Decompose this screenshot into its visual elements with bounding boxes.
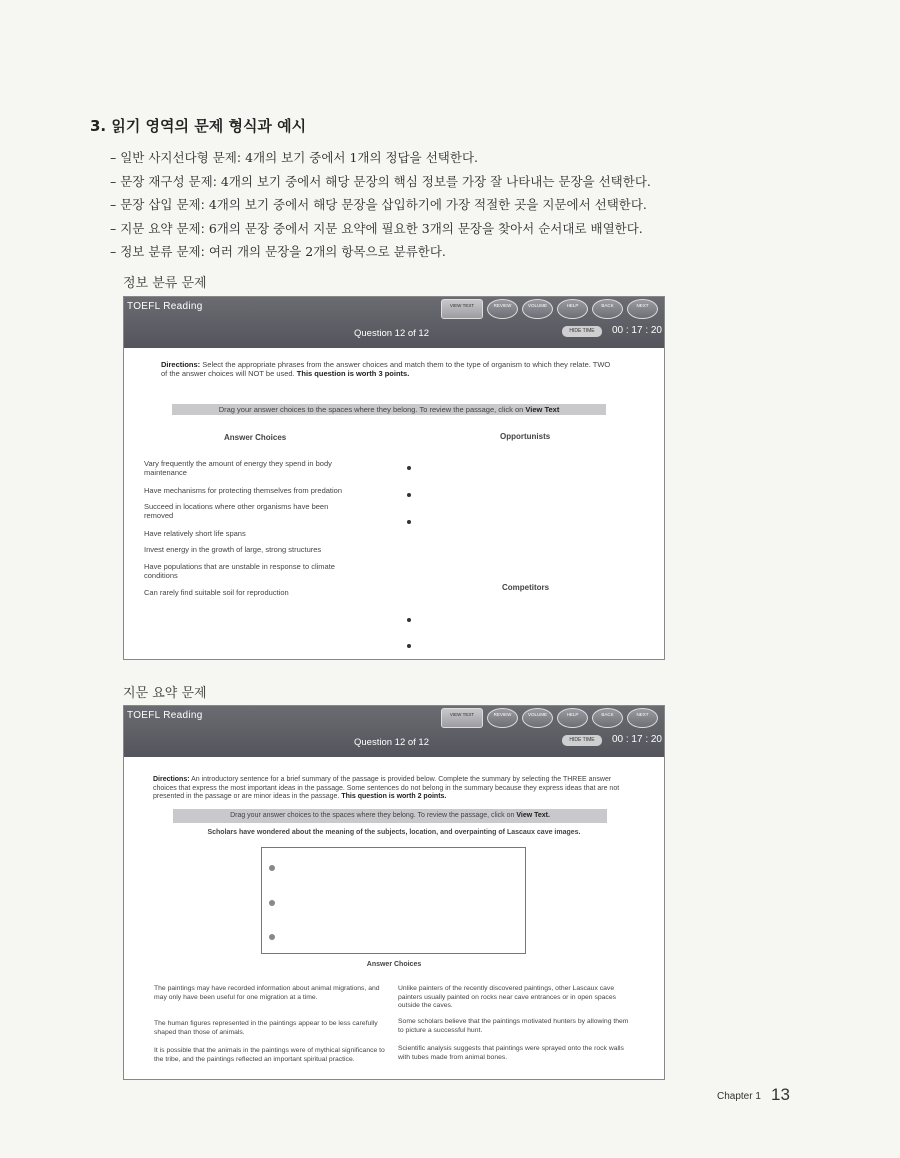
answer-choice[interactable]: The human figures represented in the paintings appear to be less carefully shaped than those of animals. xyxy=(154,1020,378,1036)
view-text-button[interactable]: VIEW TEXT xyxy=(441,299,483,319)
directions: Directions: An introductory sentence for a brief summary of the passage is provided below. Complete the summary by selecting the THREE answer choices that express the most important ideas in the passage. Some sentences do not belong in the summary because they express ideas that are not presented in the passage or are minor ideas in the passage. This question is worth 2 points. xyxy=(153,776,620,800)
brand-label: TOEFL Reading xyxy=(127,301,203,312)
view-text-link[interactable]: View Text xyxy=(525,405,560,414)
hide-time-button[interactable]: HIDE TIME xyxy=(562,326,602,337)
view-text-button[interactable]: VIEW TEXT xyxy=(441,708,483,728)
review-button[interactable]: REVIEW xyxy=(487,299,518,319)
volume-button[interactable]: VOLUME xyxy=(522,299,553,319)
competitors-slot[interactable] xyxy=(407,644,411,648)
question-number: Question 12 of 12 xyxy=(354,737,429,748)
review-button[interactable]: REVIEW xyxy=(487,708,518,728)
summary-drop-box[interactable] xyxy=(261,847,526,954)
summary-slot[interactable] xyxy=(269,934,275,940)
answer-choice[interactable]: Vary frequently the amount of energy they spend in body maintenance xyxy=(144,459,332,477)
answer-choice[interactable]: Have relatively short life spans xyxy=(144,529,246,538)
summary-intro: Scholars have wondered about the meaning of the subjects, location, and overpainting of Lascaux cave images. xyxy=(207,829,581,836)
list-item: – 일반 사지선다형 문제: 4개의 보기 중에서 1개의 정답을 선택한다. xyxy=(110,150,479,165)
list-item: – 문장 재구성 문제: 4개의 보기 중에서 해당 문장의 핵심 정보를 가장 잘 나타내는 문장을 선택한다. xyxy=(110,173,651,189)
caption-summary: 지문 요약 문제 xyxy=(123,686,207,701)
opportunists-slot[interactable] xyxy=(407,493,411,497)
toefl-toolbar xyxy=(124,706,664,757)
competitors-heading: Competitors xyxy=(502,583,550,592)
directions: Directions: Select the appropriate phrases from the answer choices and match them to the type of organism to which they relate. TWO of the answer choices will NOT be used. This question is worth 3 points. xyxy=(161,360,611,378)
answer-choice[interactable]: Some scholars believe that the paintings motivated hunters by allowing them to picture a successful hunt. xyxy=(398,1018,629,1034)
toolbar-buttons xyxy=(441,299,658,319)
list-item: – 지문 요약 문제: 6개의 문장 중에서 지문 요약에 필요한 3개의 문장을 찾아서 순서대로 배열한다. xyxy=(110,220,643,236)
hide-time-button[interactable]: HIDE TIME xyxy=(562,735,602,746)
section-title: 3. 읽기 영역의 문제 형식과 예시 xyxy=(90,117,307,135)
help-button[interactable]: HELP xyxy=(557,708,588,728)
toolbar-buttons xyxy=(441,708,658,728)
answer-choice[interactable]: Succeed in locations where other organisms have been removed xyxy=(144,502,329,520)
list-item: – 문장 삽입 문제: 4개의 보기 중에서 해당 문장을 삽입하기에 가장 적절한 곳을 지문에서 선택한다. xyxy=(110,197,647,212)
toefl-toolbar xyxy=(124,297,664,348)
toefl-screenshot-summary xyxy=(123,705,665,1080)
format-list xyxy=(110,146,651,264)
chapter-label: Chapter 1 xyxy=(717,1091,761,1102)
next-button[interactable]: NEXT xyxy=(627,299,658,319)
answer-choice[interactable]: Scientific analysis suggests that paintings were sprayed onto the rock walls with tubes made from animal bones. xyxy=(398,1045,624,1061)
question-number: Question 12 of 12 xyxy=(354,328,429,339)
toefl-screenshot-classification xyxy=(123,296,665,660)
list-item: – 정보 분류 문제: 여러 개의 문장을 2개의 항목으로 분류한다. xyxy=(110,244,446,259)
answer-choice[interactable]: It is possible that the animals in the paintings were of mythical significance to the tribe, and the paintings reflected an important spiritual practice. xyxy=(154,1047,385,1063)
opportunists-slot[interactable] xyxy=(407,466,411,470)
drag-instruction: Drag your answer choices to the spaces where they belong. To review the passage, click on View Text. xyxy=(173,809,607,823)
view-text-link[interactable]: View Text. xyxy=(516,812,550,819)
volume-button[interactable]: VOLUME xyxy=(522,708,553,728)
answer-choice[interactable]: Invest energy in the growth of large, strong structures xyxy=(144,545,322,554)
answer-choices-heading: Answer Choices xyxy=(366,961,422,968)
answer-choice[interactable]: Can rarely find suitable soil for reproduction xyxy=(144,588,289,597)
back-button[interactable]: BACK xyxy=(592,708,623,728)
caption-classification: 정보 분류 문제 xyxy=(123,276,207,291)
answer-choice[interactable]: Have mechanisms for protecting themselves from predation xyxy=(144,486,343,495)
answer-choice[interactable]: Unlike painters of the recently discovered paintings, other Lascaux cave painters usually painted on rocks near cave entrances or in open spaces outside the caves. xyxy=(398,985,617,1009)
summary-slot[interactable] xyxy=(269,900,275,906)
opportunists-heading: Opportunists xyxy=(500,432,551,441)
help-button[interactable]: HELP xyxy=(557,299,588,319)
page-number: 13 xyxy=(771,1085,790,1104)
next-button[interactable]: NEXT xyxy=(627,708,658,728)
answer-choice[interactable]: Have populations that are unstable in response to climate conditions xyxy=(144,562,335,580)
competitors-slot[interactable] xyxy=(407,618,411,622)
answer-choice[interactable]: The paintings may have recorded information about animal migrations, and may only have been useful for one migration at a time. xyxy=(154,985,380,1001)
brand-label: TOEFL Reading xyxy=(127,710,203,721)
timer: 00 : 17 : 20 xyxy=(611,325,662,336)
summary-slot[interactable] xyxy=(269,865,275,871)
timer: 00 : 17 : 20 xyxy=(611,734,662,745)
answer-choices-heading: Answer Choices xyxy=(224,433,287,442)
back-button[interactable]: BACK xyxy=(592,299,623,319)
opportunists-slot[interactable] xyxy=(407,520,411,524)
drag-instruction: Drag your answer choices to the spaces where they belong. To review the passage, click on View Text xyxy=(172,404,606,415)
